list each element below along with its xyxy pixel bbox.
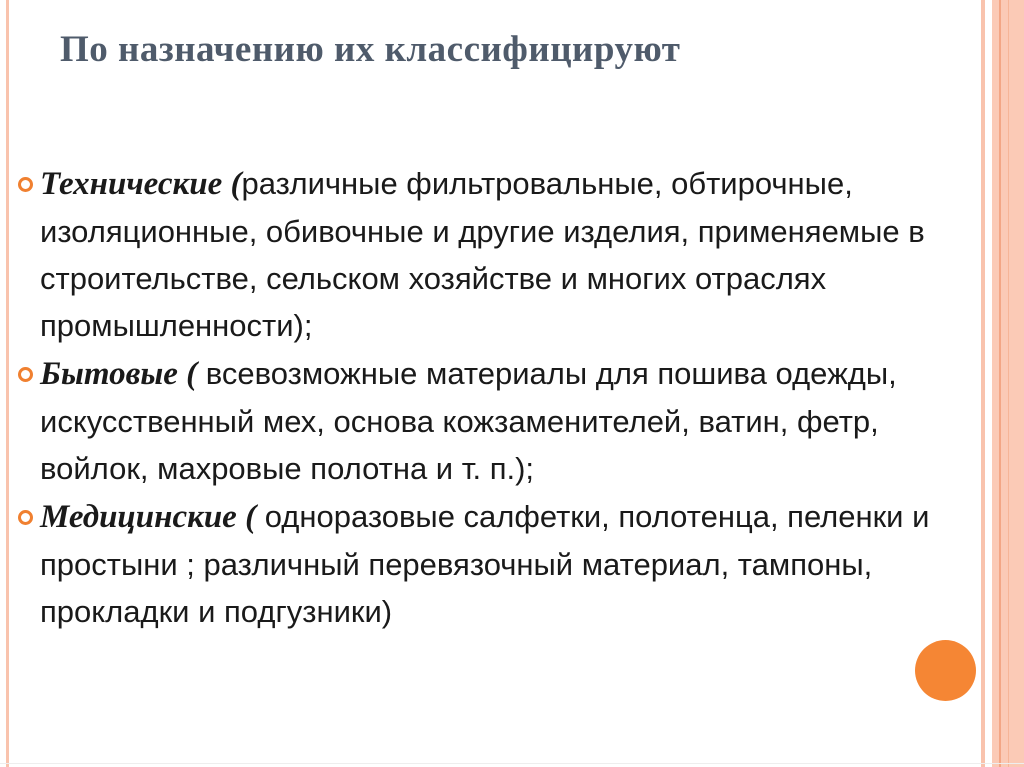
left-decorative-stripe (6, 0, 9, 767)
item-term: Технические ( (40, 166, 242, 202)
right-band-line (999, 0, 1001, 767)
item-term: Медицинские ( (40, 499, 257, 535)
list-item (18, 350, 938, 492)
item-text: всевозможные материалы для пошива одежды, искусственный мех, основа кожзаменителей, ватин, фетр, войлок, махровые полотна и т. п.); (40, 356, 897, 486)
divider (0, 763, 1024, 764)
decorative-circle (915, 640, 976, 701)
list-item (18, 160, 938, 349)
circle-bullet-icon (18, 510, 33, 525)
right-decorative-stripe (981, 0, 985, 767)
circle-bullet-icon (18, 367, 33, 382)
list-item (18, 493, 938, 635)
slide-title: По назначению их классифицируют (60, 29, 681, 70)
item-text: одноразовые салфетки, полотенца, пеленки и простыни ; различный перевязочный материал, тампоны, прокладки и подгузники) (40, 499, 930, 629)
circle-bullet-icon (18, 177, 33, 192)
item-term: Бытовые ( (40, 356, 198, 392)
bullet-list (18, 160, 938, 636)
item-text: различные фильтровальные, обтирочные, изоляционные, обивочные и другие изделия, применяемые в строительстве, сельском хозяйстве и многих отраслях промышленности); (40, 166, 925, 343)
right-band-line (1008, 0, 1009, 767)
